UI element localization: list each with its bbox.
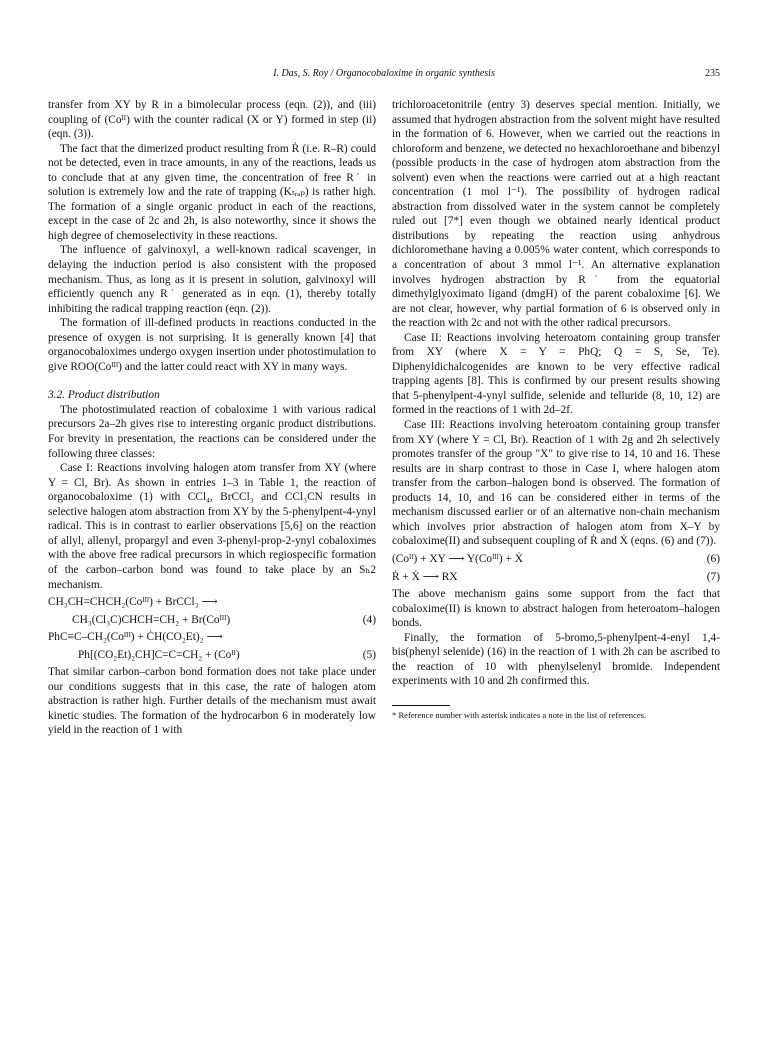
paragraph: That similar carbon–carbon bond formation does not take place under our conditions suggests that in this case, the rate of halogen atom abstraction is rather high. Further details of the mechanism must await kinetic studies. The formation of the hydrocarbon 6 in moderately low yield in the reaction of 1 with <box>48 666 376 737</box>
equation-5-product <box>48 648 376 663</box>
paragraph: The photostimulated reaction of cobaloxime 1 with various radical precursors 2a–2h gives rise to interesting organic product distributions. For brevity in presentation, the reactions can be considered under the following three classes: <box>48 403 376 460</box>
paragraph: Case II: Reactions involving heteroatom containing group transfer from XY (where X = Y = PhQ; Q = S, Se, Te). Diphenyldichalcogenides are known to be very effective radical trapping agents [8]. This is confirmed by our present results showing that 5-phenylpent-4-ynyl sulfide, selenide and telluride (8, 10, 12) are formed in the reactions of 1 with 2d–2f. <box>392 331 720 417</box>
left-column <box>48 98 376 738</box>
equation-4-product <box>48 613 376 628</box>
equation-4 <box>48 595 376 610</box>
equation-7 <box>392 570 720 585</box>
paragraph: The influence of galvinoxyl, a well-known radical scavenger, in delaying the induction period is also consistent with the proposed mechanism. Thus, as long as it is present in solution, galvinoxyl will efficiently quench any R˙ generated as in eqn. (1), thereby totally inhibiting the radical trapping reaction (eqn. (2)). <box>48 244 376 315</box>
page-number: 235 <box>705 68 720 79</box>
equation-6 <box>392 552 720 567</box>
footnote-rule <box>392 705 450 706</box>
equation-number: (4) <box>362 613 376 626</box>
equation-number: (6) <box>706 552 720 565</box>
equation-text: Ph[(CO₂Et)₂CH]C=C=CH₂ + (Coᴵᴵ) <box>78 648 240 661</box>
paragraph: The formation of ill-defined products in reactions conducted in the presence of oxygen is not surprising. It is generally known [4] that organocobaloximes undergo oxygen insertion under photostimulation to give ROO(Coᴵᴵᴵ) and the latter could react with XY in many ways. <box>48 317 376 373</box>
paragraph: Case I: Reactions involving halogen atom transfer from XY (where Y = Cl, Br). As shown in entries 1–3 in Table 1, the reaction of organocobaloxime (1) with CCl₄, BrCCl₃ and CCl₃CN results in selective halogen atom abstraction from XY by the 5-phenylpent-4-ynyl radical. This is in contrast to earlier observations [5,6] on the reaction of allyl, allenyl, propargyl and even 3-phenyl-prop-2-ynyl cobaloximes with the above free radical precursors in which regiospecific formation of the carbon–carbon bond was found to take place by an Sₕ2 mechanism. <box>48 462 376 591</box>
section-title: 3.2. Product distribution <box>48 389 160 402</box>
running-header <box>48 68 720 82</box>
right-column <box>392 98 720 721</box>
footnote: * Reference number with asterisk indicates a note in the list of references. <box>392 709 647 720</box>
running-title: I. Das, S. Roy / Organocobaloxime in organic synthesis <box>273 68 495 79</box>
equation-text: PhC≡C–CH₂(Coᴵᴵᴵ) + ĊH(CO₂Et)₂ ⟶ <box>48 631 223 644</box>
equation-text: (Coᴵᴵ) + XY ⟶ Y(Coᴵᴵᴵ) + Ẋ <box>392 552 523 565</box>
equation-number: (5) <box>362 648 376 661</box>
equation-5 <box>48 630 376 645</box>
paragraph: Finally, the formation of 5-bromo,5-phenylpent-4-enyl 1,4-bis(phenyl selenide) (16) in the reaction of 1 with 2h can be ascribed to the reaction of 10 with phenylselenyl bromide. Independent experiments with 10 and 2h confirmed this. <box>392 631 720 688</box>
equation-text: CH₃(Cl₃C)CHCH=CH₂ + Br(Coᴵᴵᴵ) <box>72 613 231 626</box>
equation-number: (7) <box>706 570 720 583</box>
paragraph: The fact that the dimerized product resulting from Ṙ (i.e. R–R) could not be detected, even in trace amounts, in any of the reactions, leads us to conclude that at any given time, the concentration of free R˙ in solution is extremely low and the rate of trapping (Kₜᵣₐₚ) is rather high. The formation of a single organic product in each of the reactions, except in the case of 2c and 2h, is also noteworthy, since it shows the high degree of chemoselectivity in these reactions. <box>48 142 376 242</box>
paragraph: transfer from XY by R in a bimolecular process (eqn. (2)), and (iii) coupling of (Coᴵᴵ) with the counter radical (X or Y) formed in step (ii) (eqn. (3)). <box>48 99 376 141</box>
paragraph: trichloroacetonitrile (entry 3) deserves special mention. Initially, we assumed that hydrogen abstraction from the solvent might have resulted in the formation of 6. However, when we carried out the reactions in chloroform and benzene, we detected no hexachloroethane and bibenzyl (possible products in the case of hydrogen atom abstraction from the solvent) even when the reactions were carried out at a high reactant concentration (1 mol l⁻¹). The possibility of hydrogen radical abstraction from dissolved water in the system cannot be completely ruled out [7*] even though we obtained nearly identical product distributions by repeating the reaction using anhydrous dichloromethane having a 0.005% water content, which corresponds to a concentration of about 3 mmol l⁻¹. An alternative explanation involves hydrogen abstraction by R˙ from the equatorial dimethylglyoximato ligand (dmgH) of the parent cobaloxime [6]. We are not clear, however, why partial formation of 6 is observed only in the reaction with 2c and not with the other radical precursors. <box>392 99 720 330</box>
equation-text: CH₃CH=CHCH₂(Coᴵᴵᴵ) + BrCCl₃ ⟶ <box>48 596 218 609</box>
paragraph: The above mechanism gains some support from the fact that cobaloxime(II) is known to abstract halogen from heteroatom–halogen bonds. <box>392 588 720 630</box>
equation-text: Ṙ + Ẋ ⟶ RX <box>392 570 458 583</box>
paragraph: Case III: Reactions involving heteroatom containing group transfer from XY (where Y = Cl, Br). Reaction of 1 with 2g and 2h selectively promotes transfer of the group "X" to give rise to 14, 10 and 16. These results are in sharp contrast to those in Case I, where halogen atom transfer from the carbon–halogen bond is observed. The formation of products 14, 10, and 16 can be considered either in terms of the mechanism discussed earlier or of an alternative non-chain mechanism which involves prior abstraction of halogen atom from X–Y by cobaloxime(II) and subsequent coupling of Ṙ and Ẋ (eqns. (6) and (7)). <box>392 419 720 548</box>
